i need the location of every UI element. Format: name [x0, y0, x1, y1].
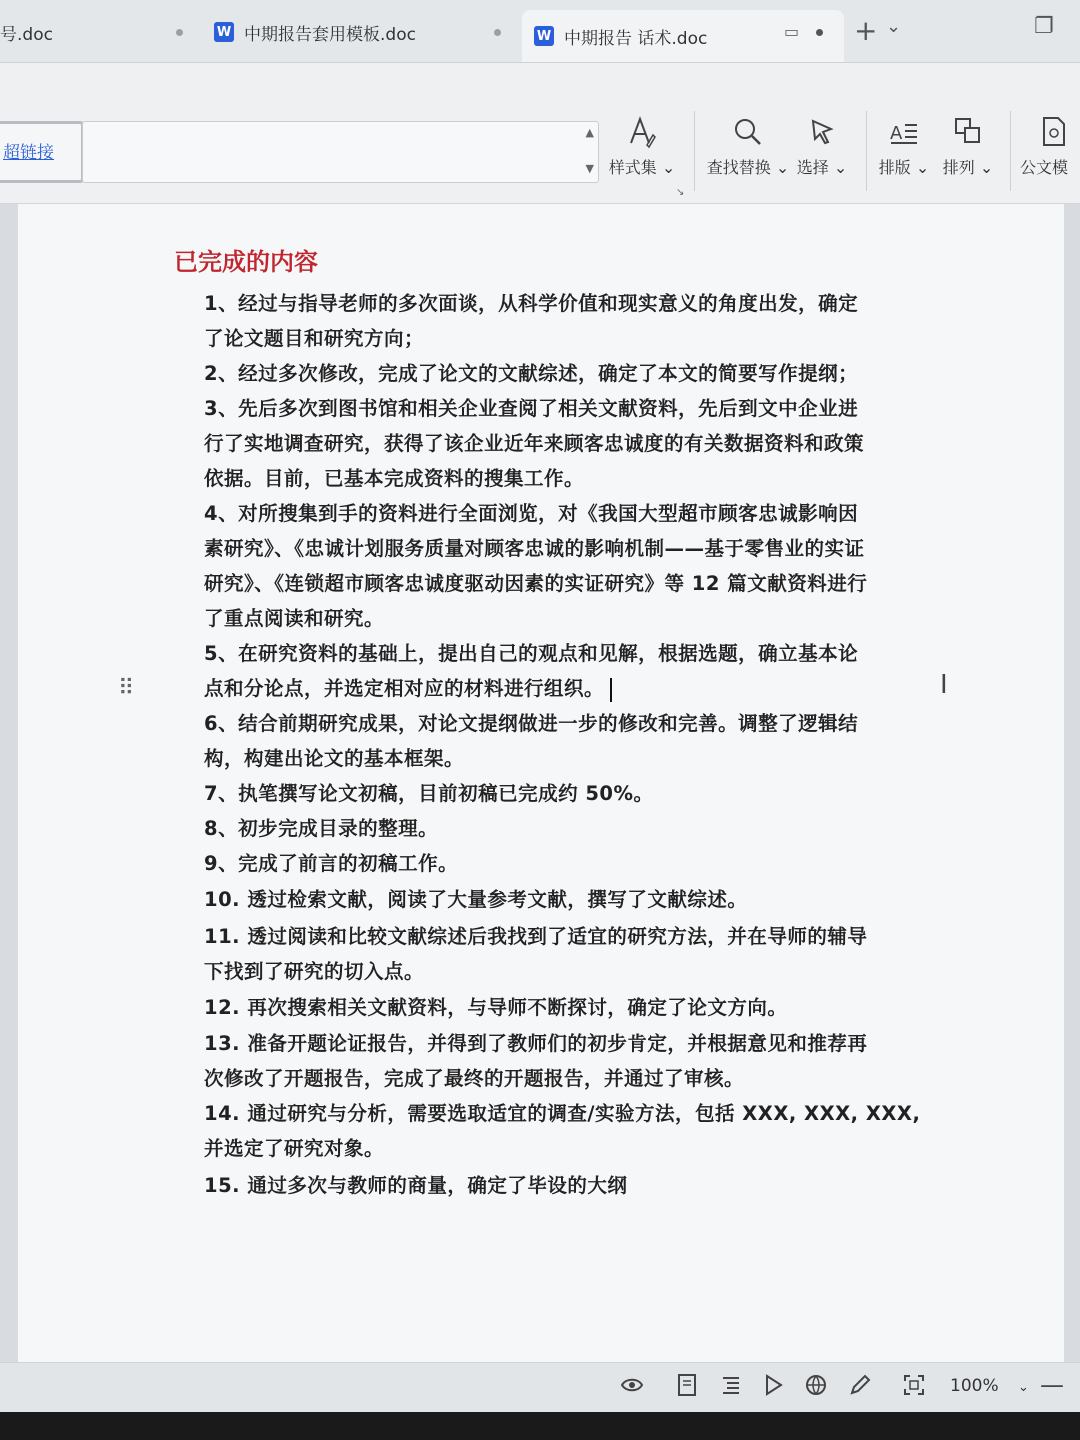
new-tab-icon[interactable]: +: [854, 14, 878, 47]
style-set-icon: [602, 115, 682, 155]
select-button[interactable]: [790, 115, 854, 178]
style-gallery[interactable]: [82, 121, 599, 183]
text-line: 14. 通过研究与分析，需要选取适宜的调查/实验方法，包括 XXX, XXX, XXX,: [204, 1102, 921, 1125]
official-template-label: 公文模: [1020, 158, 1069, 177]
text-line: 10. 透过检索文献，阅读了大量参考文献，撰写了文献综述。: [204, 888, 748, 911]
text-span: 点和分论点，并选定相对应的材料进行组织。: [204, 677, 605, 700]
text-line: 行了实地调查研究，获得了该企业近年来顾客忠诚度的有关数据资料和政策: [204, 432, 865, 455]
text-line: 次修改了开题报告，完成了最终的开题报告，并通过了审核。: [204, 1067, 745, 1090]
zoom-out-icon[interactable]: —: [1040, 1371, 1064, 1399]
pen-icon[interactable]: [848, 1373, 872, 1403]
paragraph-drag-handle-icon[interactable]: ⠿: [118, 676, 133, 701]
ribbon-separator: [694, 111, 695, 191]
text-line: 8、初步完成目录的整理。: [204, 817, 439, 840]
ibeam-cursor-icon: I: [940, 670, 948, 700]
eye-icon[interactable]: [620, 1373, 644, 1403]
fit-screen-icon[interactable]: [902, 1373, 926, 1403]
text-line: 3、先后多次到图书馆和相关企业查阅了相关文献资料，先后到文中企业进: [204, 397, 859, 420]
text-line: 13. 准备开题论证报告，并得到了教师们的初步肯定，并根据意见和推荐再: [204, 1032, 868, 1055]
document-page[interactable]: [18, 204, 1064, 1362]
hyperlink-style-button[interactable]: [0, 121, 84, 183]
text-line: 了论文题目和研究方向；: [204, 327, 425, 350]
text-line: 6、结合前期研究成果，对论文提纲做进一步的修改和完善。调整了逻辑结: [204, 712, 859, 735]
arrange-button[interactable]: [936, 115, 1000, 178]
text-line: 9、完成了前言的初稿工作。: [204, 852, 459, 875]
text-caret: [610, 678, 612, 702]
official-template-button[interactable]: [1020, 115, 1080, 178]
globe-icon[interactable]: [804, 1373, 828, 1403]
tab-bar: [0, 0, 1080, 63]
text-line: 依据。目前，已基本完成资料的搜集工作。: [204, 467, 585, 490]
text-line: 并选定了研究对象。: [204, 1137, 385, 1160]
select-label: 选择 ⌄: [796, 158, 848, 177]
zoom-value: 100%: [950, 1376, 999, 1396]
window-restore-icon[interactable]: ❐: [1034, 14, 1054, 39]
layout-label: 排版 ⌄: [878, 158, 930, 177]
text-line-with-caret: [204, 673, 612, 702]
tab-label: 号.doc: [0, 24, 53, 45]
layout-button[interactable]: [872, 115, 936, 178]
section-heading: 已完成的内容: [174, 248, 318, 276]
layout-icon: [872, 115, 936, 155]
tab-close-dot-icon[interactable]: [176, 29, 183, 36]
zoom-dropdown-icon[interactable]: ⌄: [1018, 1380, 1029, 1395]
text-line: 7、执笔撰写论文初稿，目前初稿已完成约 50%。: [204, 782, 654, 805]
find-replace-button[interactable]: [706, 115, 790, 178]
ribbon-separator: [866, 111, 867, 191]
dialog-launcher-icon[interactable]: ↘: [676, 187, 685, 198]
text-line: 15. 通过多次与教师的商量，确定了毕设的大纲: [204, 1174, 628, 1197]
hyperlink-label: 超链接: [3, 143, 54, 163]
text-line: 4、对所搜集到手的资料进行全面浏览，对《我国大型超市顾客忠诚影响因: [204, 502, 859, 525]
text-line: 12. 再次搜索相关文献资料，与导师不断探讨，确定了论文方向。: [204, 996, 788, 1019]
ribbon-toolbar: [0, 63, 1080, 204]
select-cursor-icon: [790, 115, 854, 155]
tab-label: 中期报告 话术.doc: [564, 28, 708, 49]
outline-icon[interactable]: [720, 1373, 742, 1403]
style-set-button[interactable]: [602, 115, 682, 178]
text-line: 构，构建出论文的基本框架。: [204, 747, 465, 770]
ribbon-separator: [1010, 111, 1011, 191]
play-icon[interactable]: [762, 1373, 784, 1403]
word-doc-icon: W: [214, 22, 234, 42]
arrange-icon: [936, 115, 1000, 155]
tab-doc-2[interactable]: [214, 14, 416, 50]
tab-close-dot-icon[interactable]: [494, 29, 501, 36]
status-bar: [0, 1362, 1080, 1413]
text-line: 1、经过与指导老师的多次面谈，从科学价值和现实意义的角度出发，确定: [204, 292, 859, 315]
find-replace-label: 查找替换 ⌄: [706, 158, 790, 177]
page-view-icon[interactable]: [676, 1373, 698, 1403]
tab-doc-3-active[interactable]: [522, 10, 844, 62]
zoom-level[interactable]: [950, 1376, 1029, 1396]
tab-doc-1[interactable]: [0, 14, 53, 50]
search-icon: [706, 115, 790, 155]
text-line: 了重点阅读和研究。: [204, 607, 385, 630]
word-doc-icon: W: [534, 26, 554, 46]
text-line: 11. 透过阅读和比较文献综述后我找到了适宜的研究方法，并在导师的辅导: [204, 925, 868, 948]
monitor-icon[interactable]: ▭: [784, 22, 800, 41]
arrange-label: 排列 ⌄: [942, 158, 994, 177]
text-line: 素研究》、《忠诚计划服务质量对顾客忠诚的影响机制——基于零售业的实证: [204, 537, 865, 560]
gallery-down-icon[interactable]: ▼: [585, 162, 594, 175]
official-template-icon: [1020, 115, 1080, 155]
text-line: 研究》、《连锁超市顾客忠诚度驱动因素的实证研究》等 12 篇文献资料进行: [204, 572, 868, 595]
svg-text:A: A: [890, 123, 903, 144]
text-line: 下找到了研究的切入点。: [204, 960, 425, 983]
gallery-up-icon[interactable]: ▲: [585, 126, 594, 139]
chevron-down-icon[interactable]: ⌄: [886, 16, 902, 37]
style-set-label: 样式集 ⌄: [608, 158, 676, 177]
document-area: [0, 204, 1080, 1362]
screen-bezel: [0, 1412, 1080, 1440]
tab-label: 中期报告套用模板.doc: [244, 24, 416, 45]
text-line: 5、在研究资料的基础上，提出自己的观点和见解，根据选题，确立基本论: [204, 642, 859, 665]
text-line: 2、经过多次修改，完成了论文的文献综述，确定了本文的简要写作提纲；: [204, 362, 859, 385]
unsaved-dot-icon: [816, 29, 823, 36]
